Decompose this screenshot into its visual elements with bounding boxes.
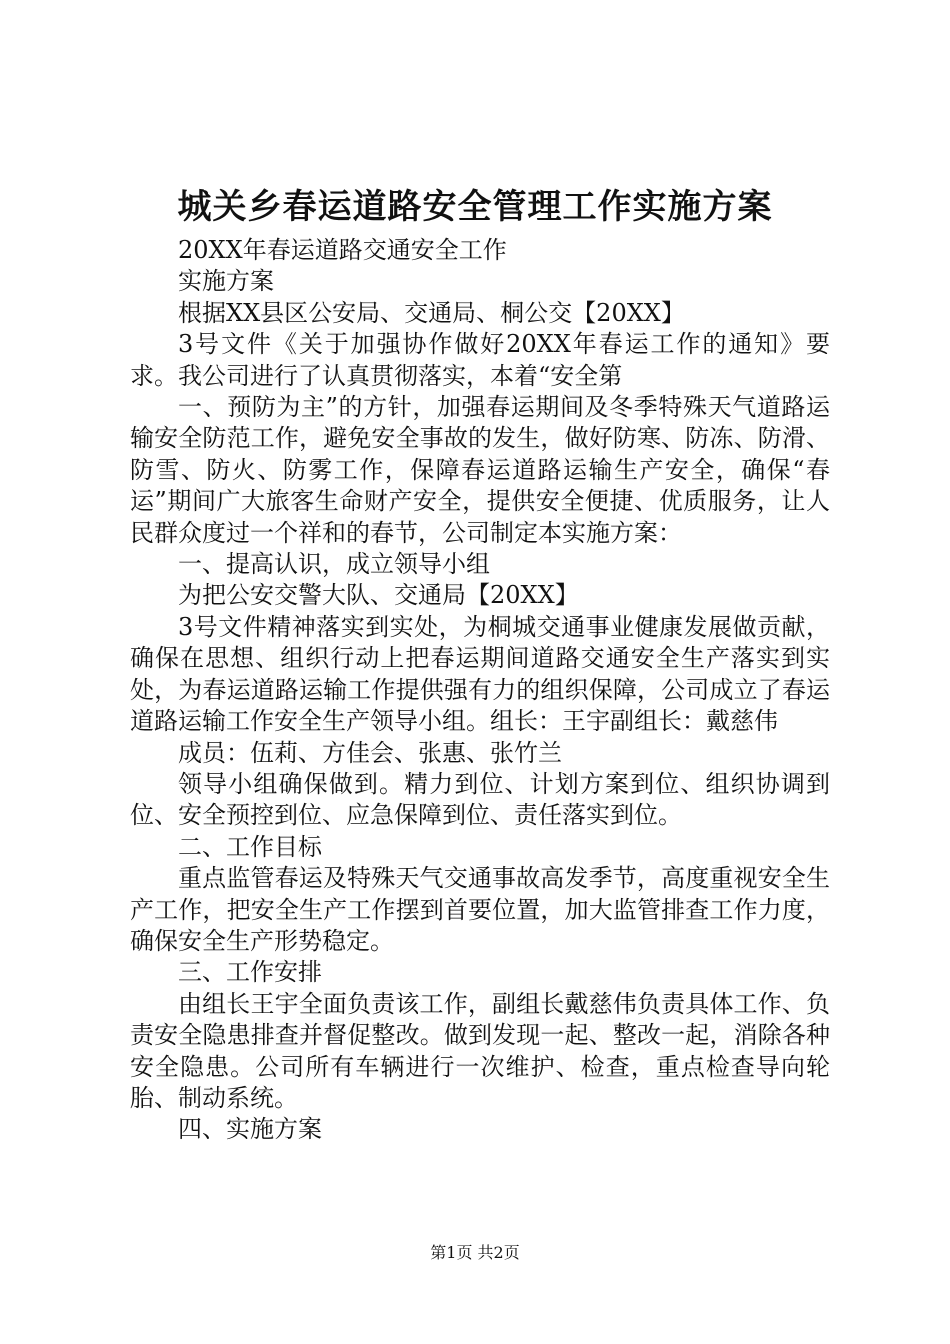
section-heading: 一、提高认识，成立领导小组 [178,550,490,579]
paragraph: 3号文件精神落实到实处，为桐城交通事业健康发展做贡献，确保在思想、组织行动上把春运期间道路交通安全生产落实到实处，为春运道路运输工作提供强有力的组织保障，公司成立了春运道路运输工作安全生产领导小组。组长：王宇副组长：戴慈伟 [130,612,830,736]
document-title: 城关乡春运道路安全管理工作实施方案 [177,187,773,227]
paragraph: 成员：伍莉、方佳会、张惠、张竹兰 [178,738,562,767]
document-body [130,235,830,1146]
page-number: 第1页 共2页 [430,1243,520,1262]
paragraph: 为把公安交警大队、交通局【20XX】 [178,581,579,610]
paragraph: 由组长王宇全面负责该工作，副组长戴慈伟负责具体工作、负责安全隐患排查并督促整改。做到发现一起、整改一起，消除各种安全隐患。公司所有车辆进行一次维护、检查，重点检查导向轮胎、制动系统。 [130,989,830,1112]
paragraph: 根据XX县区公安局、交通局、桐公交【20XX】 [178,298,685,327]
paragraph: 一、预防为主”的方针，加强春运期间及冬季特殊天气道路运输安全防范工作，避免安全事故的发生，做好防寒、防冻、防滑、防雪、防火、防雾工作，保障春运道路运输生产安全，确保“春运”期间广大旅客生命财产安全，提供安全便捷、优质服务，让人民群众度过一个祥和的春节，公司制定本实施方案： [130,393,830,547]
paragraph: 实施方案 [178,267,274,296]
paragraph: 领导小组确保做到。精力到位、计划方案到位、组织协调到位、安全预控到位、应急保障到位、责任落实到位。 [130,769,830,830]
paragraph: 重点监管春运及特殊天气交通事故高发季节，高度重视安全生产工作，把安全生产工作摆到首要位置，加大监管排查工作力度，确保安全生产形势稳定。 [130,864,830,955]
section-heading: 三、工作安排 [178,958,322,987]
section-heading: 二、工作目标 [178,832,322,861]
paragraph: 20XX年春运道路交通安全工作 [178,236,507,264]
section-heading: 四、实施方案 [178,1115,322,1144]
paragraph: 3号文件《关于加强协作做好20XX年春运工作的通知》要求。我公司进行了认真贯彻落实，本着“安全第 [130,330,830,390]
